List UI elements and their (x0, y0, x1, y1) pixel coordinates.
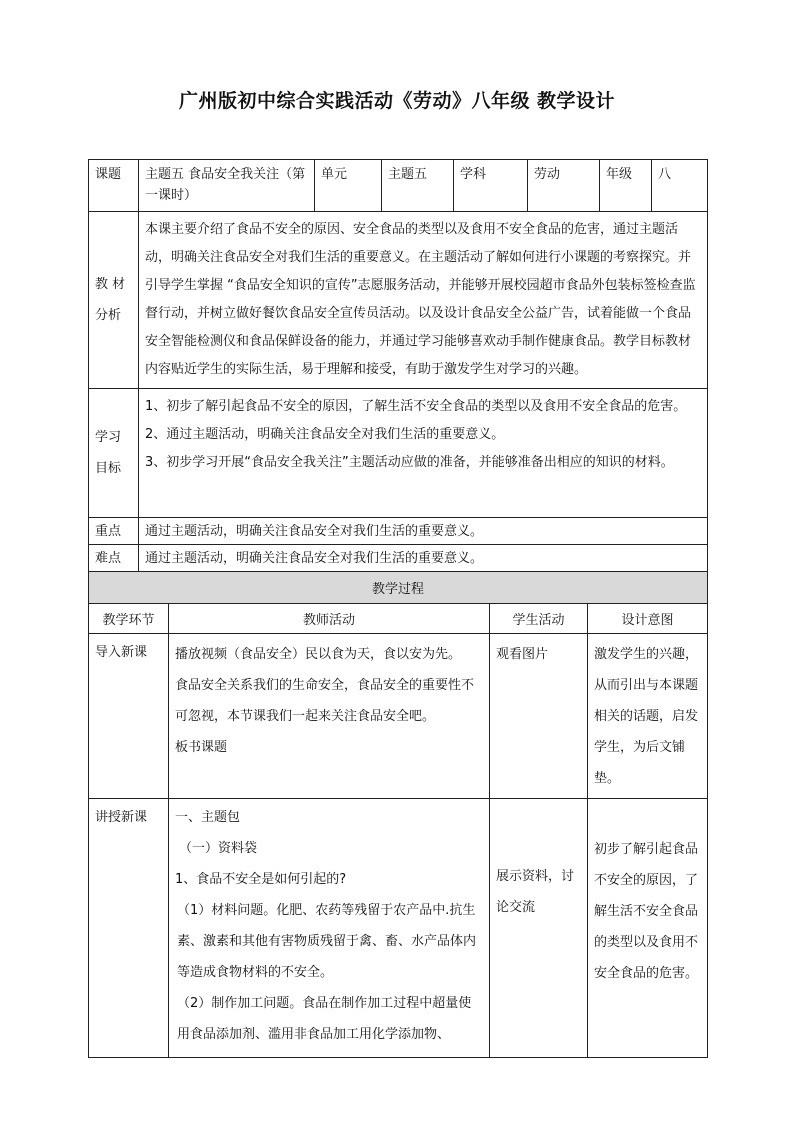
difficulty-text: 通过主题活动，明确关注食品安全对我们生活的重要意义。 (139, 545, 708, 572)
intent-line: 激发学生的兴趣，从而引出与本课题相关的话题，启发学生，为后文铺垫。 (594, 647, 699, 786)
goal-item: 3、初步学习开展“食品安全我关注”主题活动应做的准备，并能够准备出相应的知识的材料。 (145, 455, 674, 470)
design-intent-cell (588, 799, 708, 1058)
analysis-label-line-1: 教 材 (95, 277, 126, 292)
unit-label: 单元 (315, 160, 382, 212)
difficulty-row (89, 545, 708, 572)
difficulty-label: 难点 (89, 545, 139, 572)
teacher-line: 1、食品不安全是如何引起的? (175, 872, 347, 887)
subject-label: 学科 (454, 160, 528, 212)
goals-label (89, 389, 139, 518)
teacher-line: （1）材料问题。化肥、农药等残留于农产品中.抗生素、激素和其他有害物质残留于禽、畜、水产品体内等造成食物材料的不安全。 (177, 903, 477, 980)
teacher-line: （一）资料袋 (179, 841, 258, 856)
process-heading-row (89, 572, 708, 604)
teaching-process-table (88, 571, 708, 1058)
student-line: 观看图片 (496, 647, 549, 662)
stage-cell: 导入新课 (89, 634, 169, 799)
lesson-info-table (88, 159, 708, 572)
grade-label: 年级 (600, 160, 652, 212)
teacher-activity-cell (169, 634, 490, 799)
analysis-text (139, 212, 708, 389)
column-header: 设计意图 (588, 604, 708, 634)
process-column-headers (89, 604, 708, 634)
header-row (89, 160, 708, 212)
goals-list (139, 389, 708, 518)
teacher-line: 食品安全关系我们的生命安全，食品安全的重要性不可忽视，本节课我们一起来关注食品安全吧。 (175, 678, 475, 724)
topic-label: 课题 (89, 160, 139, 212)
goals-label-line-2: 目标 (95, 461, 122, 476)
key-point-label: 重点 (89, 518, 139, 545)
teacher-line: （2）制作加工问题。食品在制作加工过程中超量使用食品添加剂、滥用非食品加工用化学添加物、 (177, 996, 472, 1042)
key-point-text: 通过主题活动，明确关注食品安全对我们生活的重要意义。 (139, 518, 708, 545)
teacher-line: 一、主题包 (175, 810, 241, 825)
goal-item: 1、初步了解引起食品不安全的原因，了解生活不安全食品的类型以及食用不安全食品的危害。 (145, 399, 687, 414)
unit-value: 主题五 (382, 160, 454, 212)
goal-item: 2、通过主题活动，明确关注食品安全对我们生活的重要意义。 (145, 427, 505, 442)
column-header: 学生活动 (490, 604, 588, 634)
student-activity-cell (490, 799, 588, 1058)
teacher-line: 播放视频（食品安全）民以食为天，食以安为先。 (175, 647, 462, 662)
intent-line: 初步了解引起食品不安全的原因，了解生活不安全食品的类型以及食用不安全食品的危害。 (594, 842, 699, 981)
key-point-row (89, 518, 708, 545)
grade-value: 八 (652, 160, 708, 212)
column-header: 教学环节 (89, 604, 169, 634)
analysis-paragraph: 本课主要介绍了食品不安全的原因、安全食品的类型以及食用不安全食品的危害，通过主题活动，明确关注食品安全对我们生活的重要意义。在主题活动了解如何进行小课题的考察探究。并引导学生掌握 “食品安全知识的宣传”志愿服务活动，并能够开展校园超市食品外包装标签检查监督行动，并树立做好餐饮食品安全宣传员活动。以及设计食品安全公益广告，试着能做一个食品安全智能检测仪和食品保鲜设备的能力，并通过学习能够喜欢动手制作健康食品。教学目标教材内容贴近学生的实际生活，易于理解和接受，有助于激发学生对学习的兴趣。 (145, 222, 696, 377)
process-row-intro (89, 634, 708, 799)
process-heading: 教学过程 (89, 572, 708, 604)
analysis-label-line-2: 分析 (95, 308, 122, 323)
column-header: 教师活动 (169, 604, 490, 634)
design-intent-cell (588, 634, 708, 799)
process-row-new-lesson (89, 799, 708, 1058)
student-activity-cell (490, 634, 588, 799)
goals-row (89, 389, 708, 518)
subject-value: 劳动 (528, 160, 600, 212)
stage-cell: 讲授新课 (89, 799, 169, 1058)
teacher-line: 板书课题 (175, 740, 228, 755)
goals-label-line-1: 学习 (95, 430, 122, 445)
document-title: 广州版初中综合实践活动《劳动》八年级 教学设计 (178, 90, 616, 112)
teacher-activity-cell (169, 799, 490, 1058)
topic-value: 主题五 食品安全我关注（第一课时） (139, 160, 315, 212)
analysis-label (89, 212, 139, 389)
student-line: 展示资料，讨论交流 (496, 869, 575, 915)
analysis-row (89, 212, 708, 389)
